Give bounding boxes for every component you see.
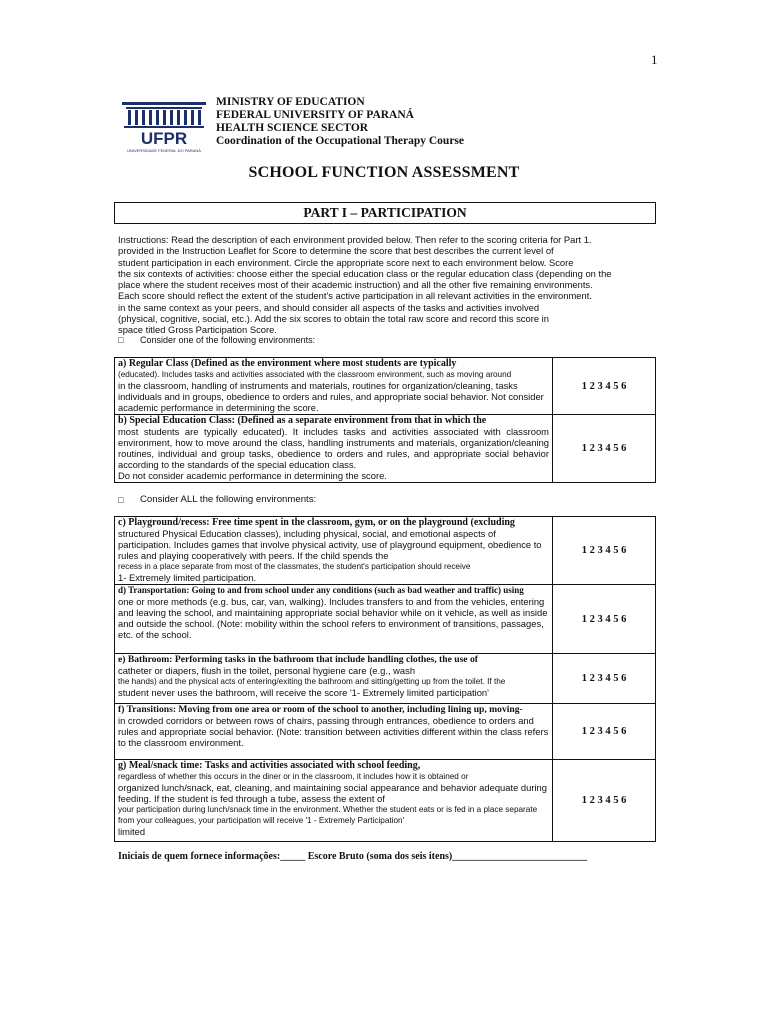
university-line: FEDERAL UNIVERSITY OF PARANÁ: [216, 109, 414, 121]
university-building-icon: [120, 98, 208, 154]
env-last-line: student never uses the bathroom, will receive the score '1- Extremely limited participation': [118, 687, 489, 698]
env-lead: c) Playground/recess: Free time spent in the classroom, gym, or on the playground (excluding: [118, 517, 515, 528]
env-transportation: [115, 585, 553, 654]
consider-one-text: Consider one of the following environments:: [140, 335, 316, 345]
ufpr-logo: [120, 98, 208, 154]
table-row: [115, 517, 656, 585]
instruction-line: student participation in each environment. Circle the appropriate score next to each environment below. Score: [118, 256, 574, 268]
env-last-line: 1- Extremely limited participation.: [118, 572, 257, 583]
instruction-line: (physical, cognitive, social, etc.). Add the six scores to obtain the total raw score and record this score in: [118, 313, 549, 325]
score-options-regular-class[interactable]: 1 2 3 4 5 6: [553, 358, 656, 415]
env-lead: e) Bathroom: Performing tasks in the bathroom that include handling clothes, the use of: [118, 654, 478, 665]
env-description: catheter or diapers, flush in the toilet, personal hygiene care (e.g., wash: [118, 665, 416, 676]
env-lead: d) Transportation: Going to and from school under any conditions (such as bad weather and traffic) using: [118, 585, 524, 595]
document-header: [120, 96, 560, 156]
env-description: in the classroom, handling of instruments and materials, routines for organization/cleaning, tasks individuals and in groups, obedience to orders and rules, and appropriate social behavior. Not consider academic performance in determining the score.: [118, 380, 544, 413]
env-small-text: (educated). Includes tasks and activities associated with the classroom environment, such as moving around: [118, 370, 512, 379]
score-options-transitions[interactable]: 1 2 3 4 5 6: [553, 704, 656, 760]
instruction-line: Instructions: Read the description of each environment provided below. Then refer to the scoring criteria for Part 1.: [118, 234, 592, 245]
score-options-playground[interactable]: 1 2 3 4 5 6: [553, 517, 656, 585]
sector-line: HEALTH SCIENCE SECTOR: [216, 122, 369, 134]
raw-score-footer: Iniciais de quem fornece informações:_____ Escore Bruto (soma dos seis itens)___________________________: [118, 851, 588, 862]
instruction-line: place where the student receives most of their academic instruction) and all the other five remaining environments.: [118, 279, 593, 291]
env-small-text: regardless of whether this occurs in the diner or in the classroom, it includes how it is obtained or: [118, 772, 469, 781]
env-small-text: recess in a place separate from most of the classmates, the student's participation should receive: [118, 562, 471, 571]
env-bathroom: [115, 654, 553, 704]
consider-all-text: Consider ALL the following environments:: [140, 494, 317, 505]
table-row: [115, 654, 656, 704]
env-lead: b) Special Education Class: (Defined as a separate environment from that in which the: [118, 415, 487, 426]
ministry-line: MINISTRY OF EDUCATION: [216, 96, 365, 108]
checkbox-icon: □: [118, 335, 124, 345]
score-options-meal-snack[interactable]: 1 2 3 4 5 6: [553, 760, 656, 842]
score-options-special-education[interactable]: 1 2 3 4 5 6: [553, 415, 656, 483]
table-row: [115, 585, 656, 654]
logo-text: UFPR: [140, 129, 188, 148]
env-small-text: the hands) and the physical acts of entering/exiting the bathroom and sitting/getting up from the toilet. If the: [118, 677, 506, 686]
env-meal-snack-time: [115, 760, 553, 842]
environment-table-all: [114, 516, 656, 842]
score-options-transportation[interactable]: 1 2 3 4 5 6: [553, 585, 656, 654]
env-description: structured Physical Education classes), including physical, social, and emotional aspects of participation. Includes games that involve physical activity, use of playground equipment, obedience to rules and playing cooperatively with peers. If the child spends the: [118, 528, 542, 561]
instruction-line: space titled Gross Participation Score.: [118, 324, 277, 336]
checkbox-icon: □: [118, 494, 124, 505]
instruction-line: the six contexts of activities: choose either the special education class or the regular education class (depending on the: [118, 267, 612, 279]
table-row: [115, 704, 656, 760]
consider-all-note: [118, 494, 316, 505]
env-description: in crowded corridors or between rows of chairs, passing through entrances, obedience to orders and rules and appropriate social behavior. (Note: transition between activities different within the class refers to the classroom environment.: [118, 715, 549, 748]
env-lead: g) Meal/snack time: Tasks and activities associated with school feeding,: [118, 760, 421, 771]
env-description: organized lunch/snack, eat, cleaning, and maintaining social appearance and behavior adequate during feeding. If the student is fed through a tube, assess the extent of: [118, 782, 547, 804]
instructions: [118, 234, 648, 336]
instruction-line: Each score should reflect the extent of the student's active participation in all relevant activities in the environment.: [118, 290, 592, 302]
instruction-line: provided in the Instruction Leaflet for Score to determine the score that best describes the current level of: [118, 245, 554, 257]
env-last-line: limited: [118, 826, 146, 837]
env-special-education-class: [115, 415, 553, 483]
env-description: most students are typically educated). It includes tasks and activities associated with classroom environment, how to move around the class, handling instruments and materials, organization/cleaning routines, individual and group tasks, obedience to orders and rules, and appropriate social behavior according to the standards of the special education class.: [118, 426, 549, 470]
env-lead: a) Regular Class (Defined as the environment where most students are typically: [118, 358, 457, 369]
instruction-line: in the same context as your peers, and should consider all aspects of the tasks and activities involved: [118, 301, 540, 313]
table-row: [115, 760, 656, 842]
part-title: PART I – PARTICIPATION: [114, 202, 656, 224]
env-last-line: Do not consider academic performance in determining the score.: [118, 470, 387, 481]
env-description: one or more methods (e.g. bus, car, van, walking). Includes transfers to and from the vehicles, entering and leaving the school, and maintaining appropriate social behavior while on it vehicle, as well as inside and outside the school. (Note: mobility within the school refers to environment of transitions, passages, etc. of the school.: [118, 596, 548, 640]
env-transitions: [115, 704, 553, 760]
env-lead: f) Transitions: Moving from one area or room of the school to another, including lining up, moving-: [118, 704, 523, 715]
env-regular-class: [115, 358, 553, 415]
document-title: SCHOOL FUNCTION ASSESSMENT: [248, 164, 520, 181]
env-small-text: your participation during lunch/snack time in the environment. Whether the student eats or is fed in a place separate from your colleagues, your participation will receive '1 - Extremely Participation': [118, 805, 538, 825]
table-row: [115, 358, 656, 415]
environment-table-choose-one: [114, 357, 656, 483]
logo-caption: UNIVERSIDADE FEDERAL DO PARANÁ: [127, 148, 201, 153]
consider-one-note: [118, 335, 315, 345]
institution-lines: [216, 96, 464, 148]
page-number: 1: [651, 52, 658, 67]
env-playground-recess: [115, 517, 553, 585]
coordination-line: Coordination of the Occupational Therapy Course: [216, 135, 465, 147]
score-options-bathroom[interactable]: 1 2 3 4 5 6: [553, 654, 656, 704]
table-row: [115, 415, 656, 483]
